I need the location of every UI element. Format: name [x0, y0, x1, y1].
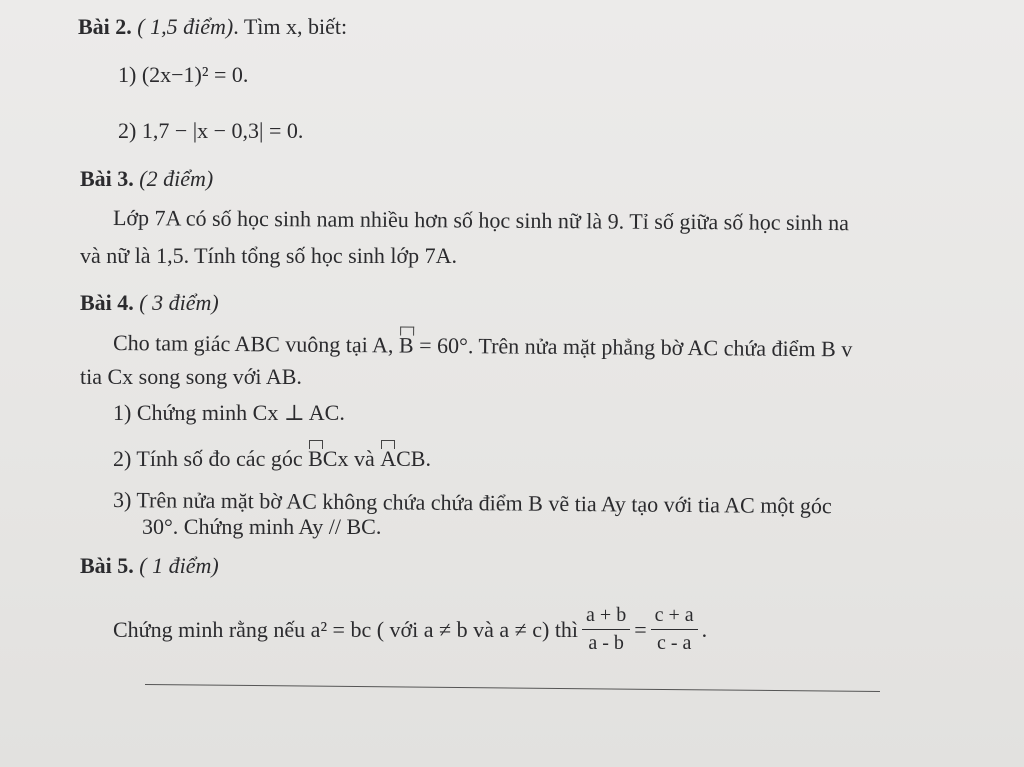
- angle-bcx: BCx: [308, 446, 349, 471]
- bai4-line-1-end: = 60°. Trên nửa mặt phẳng bờ AC chứa điểm B v: [419, 332, 853, 362]
- bai4-item-2-end: .: [425, 446, 431, 471]
- bai4-item-3-line-2: 30°. Chứng minh Ay // BC.: [142, 514, 382, 539]
- angle-b: B: [398, 332, 414, 358]
- bai2-item-2: 2) 1,7 − |x − 0,3| = 0.: [118, 118, 304, 143]
- bai3-line-1: Lớp 7A có số học sinh nam nhiều hơn số học sinh nữ là 9. Tỉ số giữa số học sinh na: [112, 205, 850, 236]
- bai5-points: ( 1 điểm): [139, 553, 219, 578]
- fraction-left: [582, 604, 630, 655]
- bai4-item-1: 1) Chứng minh Cx ⊥ AC.: [113, 400, 345, 425]
- bai4-title: Bài 4.: [80, 290, 134, 315]
- bai5-text: Chứng minh rằng nếu a² = bc ( với a ≠ b và a ≠ c) thì: [113, 616, 579, 642]
- bai4-item-2-start: 2) Tính số đo các góc: [113, 446, 303, 471]
- fraction-right-denominator: c - a: [656, 632, 692, 654]
- bai2-item-1: 1) (2x−1)² = 0.: [118, 62, 249, 87]
- angle-acb: ACB: [380, 446, 426, 471]
- bai3-title: Bài 3.: [80, 166, 134, 191]
- bai5-title: Bài 5.: [80, 553, 134, 578]
- fraction-left-denominator: a - b: [588, 632, 624, 654]
- bai4-item-2-and: và: [353, 446, 375, 471]
- bai3-heading: [80, 166, 213, 192]
- fraction-right-numerator: c + a: [651, 604, 698, 630]
- bai4-heading: [80, 290, 219, 316]
- bai3-points: (2 điểm): [139, 166, 214, 191]
- bai3-line-2: và nữ là 1,5. Tính tổng số học sinh lớp 7A.: [80, 243, 457, 268]
- bai2-instruction: . Tìm x, biết:: [233, 14, 348, 39]
- bai4-line-1-start: Cho tam giác ABC vuông tại A,: [112, 330, 394, 358]
- bai4-line-1: [113, 330, 852, 362]
- bottom-divider: [145, 684, 880, 692]
- bai2-points: ( 1,5 điểm): [137, 14, 234, 39]
- bai5-heading: [80, 553, 219, 579]
- bai2-title: Bài 2.: [78, 14, 132, 39]
- equals-sign: =: [634, 616, 647, 642]
- fraction-right: [651, 604, 698, 655]
- bai4-item-3-line-1: 3) Trên nửa mặt bờ AC không chứa chứa điểm B vẽ tia Ay tạo với tia AC một góc: [112, 487, 832, 519]
- bai4-points: ( 3 điểm): [139, 290, 219, 315]
- bai4-line-2: tia Cx song song với AB.: [80, 364, 302, 389]
- bai4-item-2: [113, 446, 431, 472]
- bai5-end-period: .: [701, 616, 708, 642]
- fraction-left-numerator: a + b: [582, 604, 630, 630]
- bai5-statement: [113, 604, 707, 655]
- bai2-heading: [78, 14, 347, 40]
